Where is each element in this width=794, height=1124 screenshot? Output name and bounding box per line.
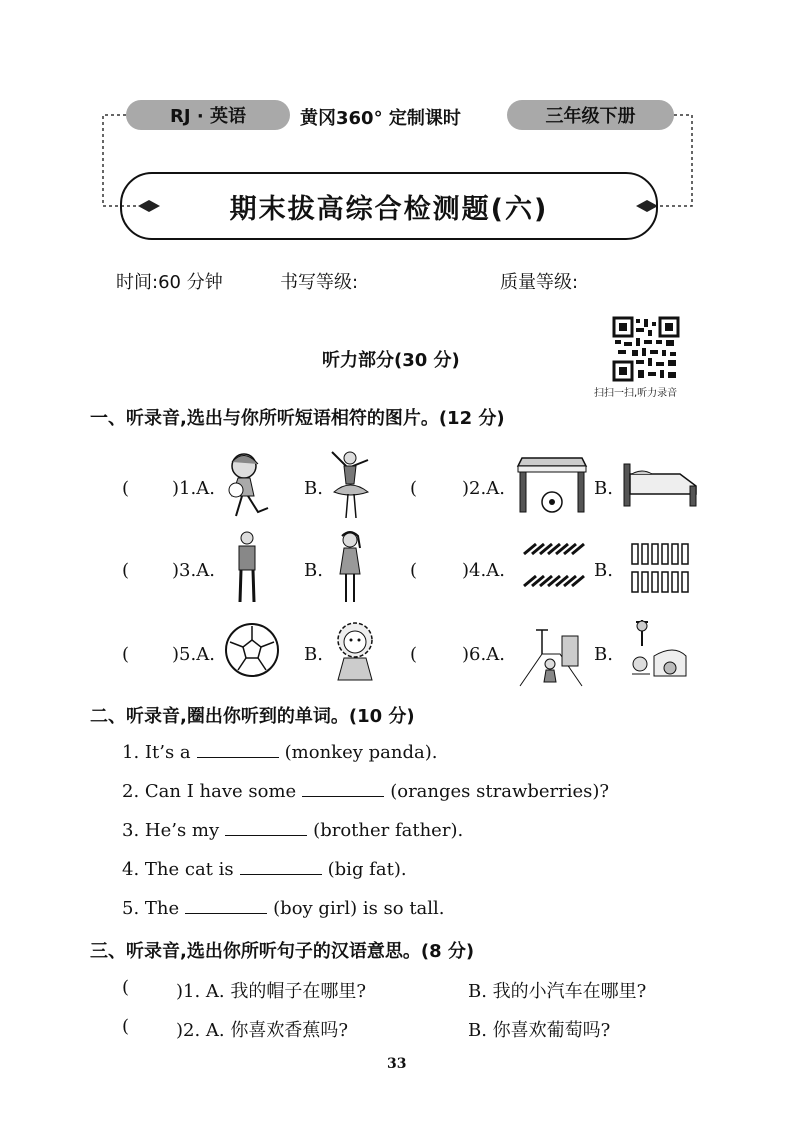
item-prefix: 1. It’s a xyxy=(122,742,191,763)
fill-item-5 xyxy=(122,898,445,919)
q3-1-option-a: )1. A. 我的帽子在哪里? xyxy=(176,981,367,1002)
section2-title: 二、听录音,圈出你听到的单词。(10 分) xyxy=(90,706,415,727)
answer-paren[interactable]: ( xyxy=(122,560,130,581)
item-prefix: 5. The xyxy=(122,898,180,919)
fill-item-4 xyxy=(122,859,407,880)
item-prefix: 3. He’s my xyxy=(122,820,220,841)
zoo-scene-icon xyxy=(624,616,694,682)
item-choices: (monkey panda). xyxy=(284,742,438,763)
item-choices: (big fat). xyxy=(327,859,407,880)
answer-paren[interactable]: ( xyxy=(122,977,130,998)
table-with-ball-icon xyxy=(516,454,588,514)
answer-blank[interactable] xyxy=(240,873,322,875)
grade-badge: 三年级下册 xyxy=(507,100,674,130)
section1-title: 一、听录音,选出与你所听短语相符的图片。(12 分) xyxy=(90,408,505,429)
item-prefix: 4. The cat is xyxy=(122,859,234,880)
fill-item-3 xyxy=(122,820,463,841)
soccer-ball-icon xyxy=(224,622,280,678)
listening-heading: 听力部分(30 分) xyxy=(322,350,460,371)
answer-paren[interactable]: ( xyxy=(122,644,130,665)
girl-playing-icon xyxy=(218,450,276,520)
answer-blank[interactable] xyxy=(185,912,267,914)
writing-grade: 书写等级: xyxy=(280,272,359,293)
item-choices: (oranges strawberries)? xyxy=(390,781,610,802)
q3-1-option-b: B. 我的小汽车在哪里? xyxy=(468,981,647,1002)
q6-label: )6.A. xyxy=(462,644,505,665)
q4-b-label: B. xyxy=(594,560,613,581)
boy-standing-icon xyxy=(232,530,262,604)
q3-b-label: B. xyxy=(304,560,323,581)
doll-icon xyxy=(330,620,380,684)
q3-label: )3.A. xyxy=(172,560,215,581)
q5-b-label: B. xyxy=(304,644,323,665)
answer-paren[interactable]: ( xyxy=(410,644,418,665)
q1-b-label: B. xyxy=(304,478,323,499)
answer-paren[interactable]: ( xyxy=(122,1016,130,1037)
answer-blank[interactable] xyxy=(197,756,279,758)
fill-item-2 xyxy=(122,781,609,802)
q2-b-label: B. xyxy=(594,478,613,499)
item-prefix: 2. Can I have some xyxy=(122,781,297,802)
fill-item-1 xyxy=(122,742,437,763)
crayons-lying-icon xyxy=(520,540,586,590)
answer-paren[interactable]: ( xyxy=(122,478,130,499)
girl-standing-icon xyxy=(334,530,366,604)
bed-icon xyxy=(622,460,700,508)
page-number: 33 xyxy=(387,1056,407,1072)
q2-label: )2.A. xyxy=(462,478,505,499)
q4-label: )4.A. xyxy=(462,560,505,581)
page-title: 期末拔高综合检测题(六) xyxy=(120,172,658,240)
q5-label: )5.A. xyxy=(172,644,215,665)
q6-b-label: B. xyxy=(594,644,613,665)
subject-badge: RJ · 英语 xyxy=(126,100,290,130)
brand-text: 黄冈360° 定制课时 xyxy=(300,108,461,129)
answer-blank[interactable] xyxy=(302,795,384,797)
ballet-dancer-icon xyxy=(326,448,376,520)
q3-2-option-b: B. 你喜欢葡萄吗? xyxy=(468,1020,611,1041)
item-choices: (brother father). xyxy=(313,820,464,841)
qr-caption: 扫扫一扫,听力录音 xyxy=(594,388,678,399)
answer-paren[interactable]: ( xyxy=(410,560,418,581)
section3-title: 三、听录音,选出你所听句子的汉语意思。(8 分) xyxy=(90,941,475,962)
answer-paren[interactable]: ( xyxy=(410,478,418,499)
crayons-standing-icon xyxy=(630,540,696,596)
q1-label: )1.A. xyxy=(172,478,215,499)
qr-code-icon xyxy=(612,316,680,382)
answer-blank[interactable] xyxy=(225,834,307,836)
time-info: 时间:60 分钟 xyxy=(116,272,223,293)
street-scene-icon xyxy=(518,624,584,690)
q3-2-option-a: )2. A. 你喜欢香蕉吗? xyxy=(176,1020,349,1041)
item-choices: (boy girl) is so tall. xyxy=(273,898,445,919)
quality-grade: 质量等级: xyxy=(500,272,579,293)
